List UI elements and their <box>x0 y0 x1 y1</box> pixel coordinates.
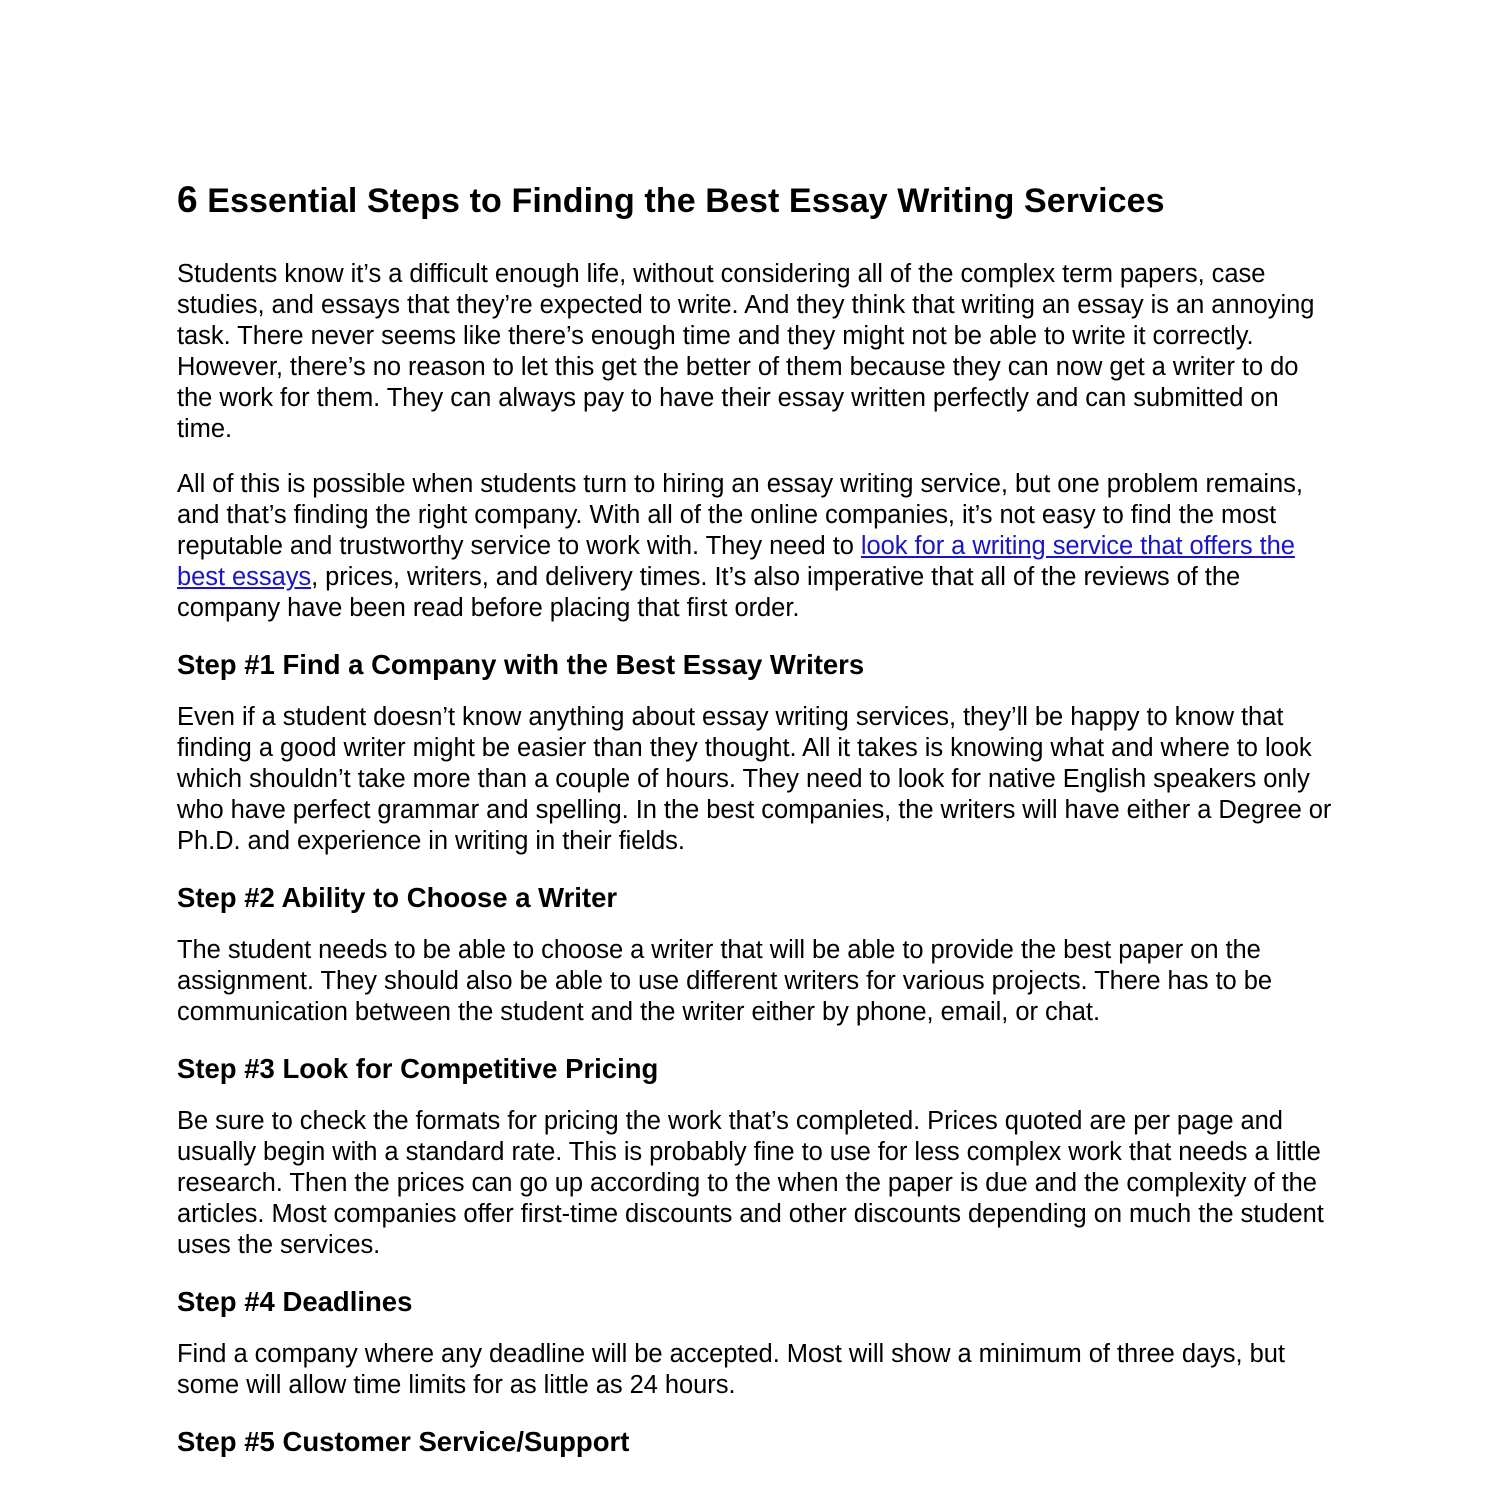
step-2-heading: Step #2 Ability to Choose a Writer <box>177 882 618 913</box>
step-3-body: Be sure to check the formats for pricing the work that’s completed. Prices quoted are per page and usually begin with a standard rate. This is probably fine to use for less complex work that needs a little research. Then the prices can go up according to the when the paper is due and the complexity of the articles. Most companies offer first-time discounts and other discounts depending on much the student uses the services. <box>177 1107 1324 1259</box>
best-essays-link[interactable]: look for a writing service that offers the best essays <box>177 532 1295 591</box>
document-content <box>177 176 1337 1479</box>
document-title <box>177 176 1337 225</box>
step-5-heading: Step #5 Customer Service/Support <box>177 1426 630 1457</box>
second-paragraph-before-link: All of this is possible when students turn to hiring an essay writing service, but one problem remains, and that’s finding the right company. With all of the online companies, it’s not easy to find the most reputable and trustworthy service to work with. They need to <box>177 470 1303 560</box>
step-2-body: The student needs to be able to choose a writer that will be able to provide the best paper on the assignment. They should also be able to use different writers for various projects. There has to be communication between the student and the writer either by phone, email, or chat. <box>177 936 1272 1026</box>
step-3-heading: Step #3 Look for Competitive Pricing <box>177 1053 659 1084</box>
step-1-heading: Step #1 Find a Company with the Best Essay Writers <box>177 649 865 680</box>
second-paragraph-after-link: , prices, writers, and delivery times. It’s also imperative that all of the reviews of the company have been read before placing that first order. <box>177 563 1241 622</box>
title-text: Essential Steps to Finding the Best Essay Writing Services <box>197 182 1165 220</box>
intro-paragraph: Students know it’s a difficult enough life, without considering all of the complex term papers, case studies, and essays that they’re expected to write. And they think that writing an essay is an annoying task. There never seems like there’s enough time and they might not be able to write it correctly. However, there’s no reason to let this get the better of them because they can now get a writer to do the work for them. They can always pay to have their essay written perfectly and can submitted on time. <box>177 260 1315 443</box>
step-4-body: Find a company where any deadline will be accepted. Most will show a minimum of three days, but some will allow time limits for as little as 24 hours. <box>177 1340 1285 1399</box>
step-4-heading: Step #4 Deadlines <box>177 1286 413 1317</box>
title-number: 6 <box>177 179 198 220</box>
step-1-body: Even if a student doesn’t know anything about essay writing services, they’ll be happy to know that finding a good writer might be easier than they thought. All it takes is knowing what and where to look which shouldn’t take more than a couple of hours. They need to look for native English speakers only who have perfect grammar and spelling. In the best companies, the writers will have either a Degree or Ph.D. and experience in writing in their fields. <box>177 703 1332 855</box>
second-paragraph <box>177 469 1337 624</box>
